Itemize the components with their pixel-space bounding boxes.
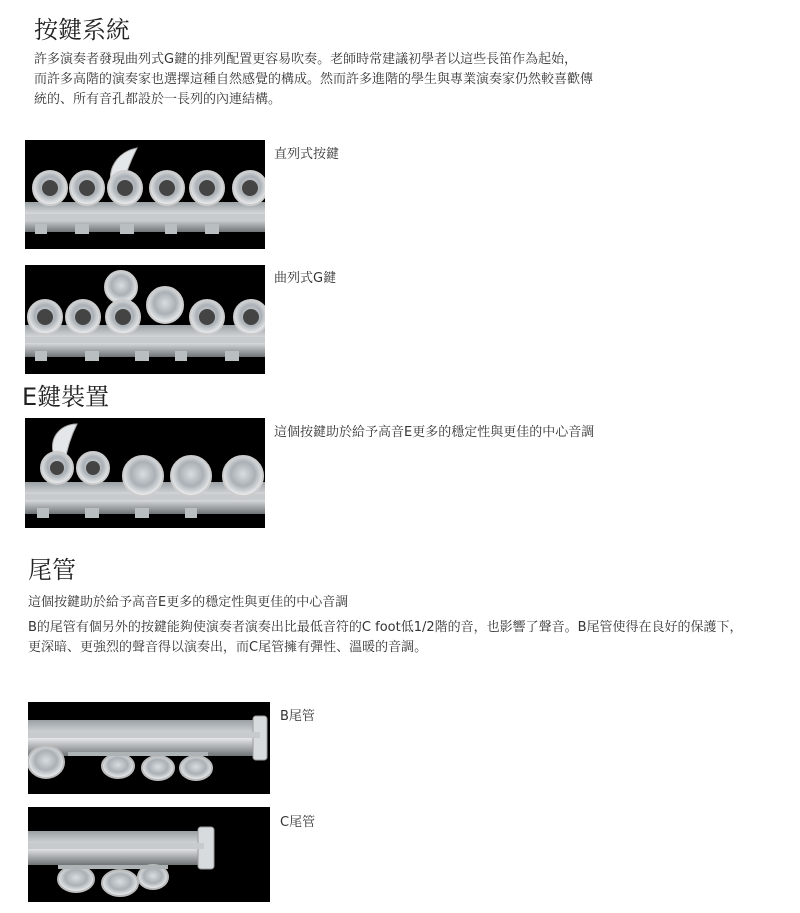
footjoint-subtitle: 這個按鍵助於給予高音E更多的穩定性與更佳的中心音調 [28, 595, 349, 610]
intro-line: 而許多高階的演奏家也選擇這種自然感覺的構成。然而許多進階的學生與專業演奏家仍然較喜歡傳 [34, 72, 594, 87]
caption-offset-g: 曲列式G鍵 [274, 271, 337, 286]
c-foot-photo [28, 807, 270, 902]
intro-paragraph [34, 50, 593, 110]
intro-line: 許多演奏者發現曲列式G鍵的排列配置更容易吹奏。老師時常建議初學者以這些長笛作為起始， [34, 52, 578, 67]
footjoint-line: 更深暗、更強烈的聲音得以演奏出，而C尾管擁有彈性、溫暖的音調。 [28, 640, 428, 655]
inline-keys-photo [25, 140, 265, 249]
e-mechanism-photo [25, 418, 265, 528]
caption-inline-keys: 直列式按鍵 [274, 147, 340, 162]
b-foot-photo [28, 702, 270, 794]
footjoint-line: B的尾管有個另外的按鍵能夠使演奏者演奏出比最低音符的C foot低1/2階的音，也影響了聲音。B尾管使得在良好的保護下， [28, 620, 743, 635]
footjoint-paragraph [28, 618, 743, 658]
caption-c-foot: C尾管 [280, 815, 316, 830]
section-title-key-system: 按鍵系統 [34, 16, 130, 44]
offset-g-photo [25, 265, 265, 374]
intro-line: 統的、所有音孔都設於一長列的內連結構。 [34, 92, 282, 107]
caption-e-mechanism: 這個按鍵助於給予高音E更多的穩定性與更佳的中心音調 [274, 425, 595, 440]
section-title-e-mechanism: E鍵裝置 [22, 383, 110, 411]
section-title-footjoint: 尾管 [28, 556, 76, 584]
caption-b-foot: B尾管 [280, 709, 315, 724]
